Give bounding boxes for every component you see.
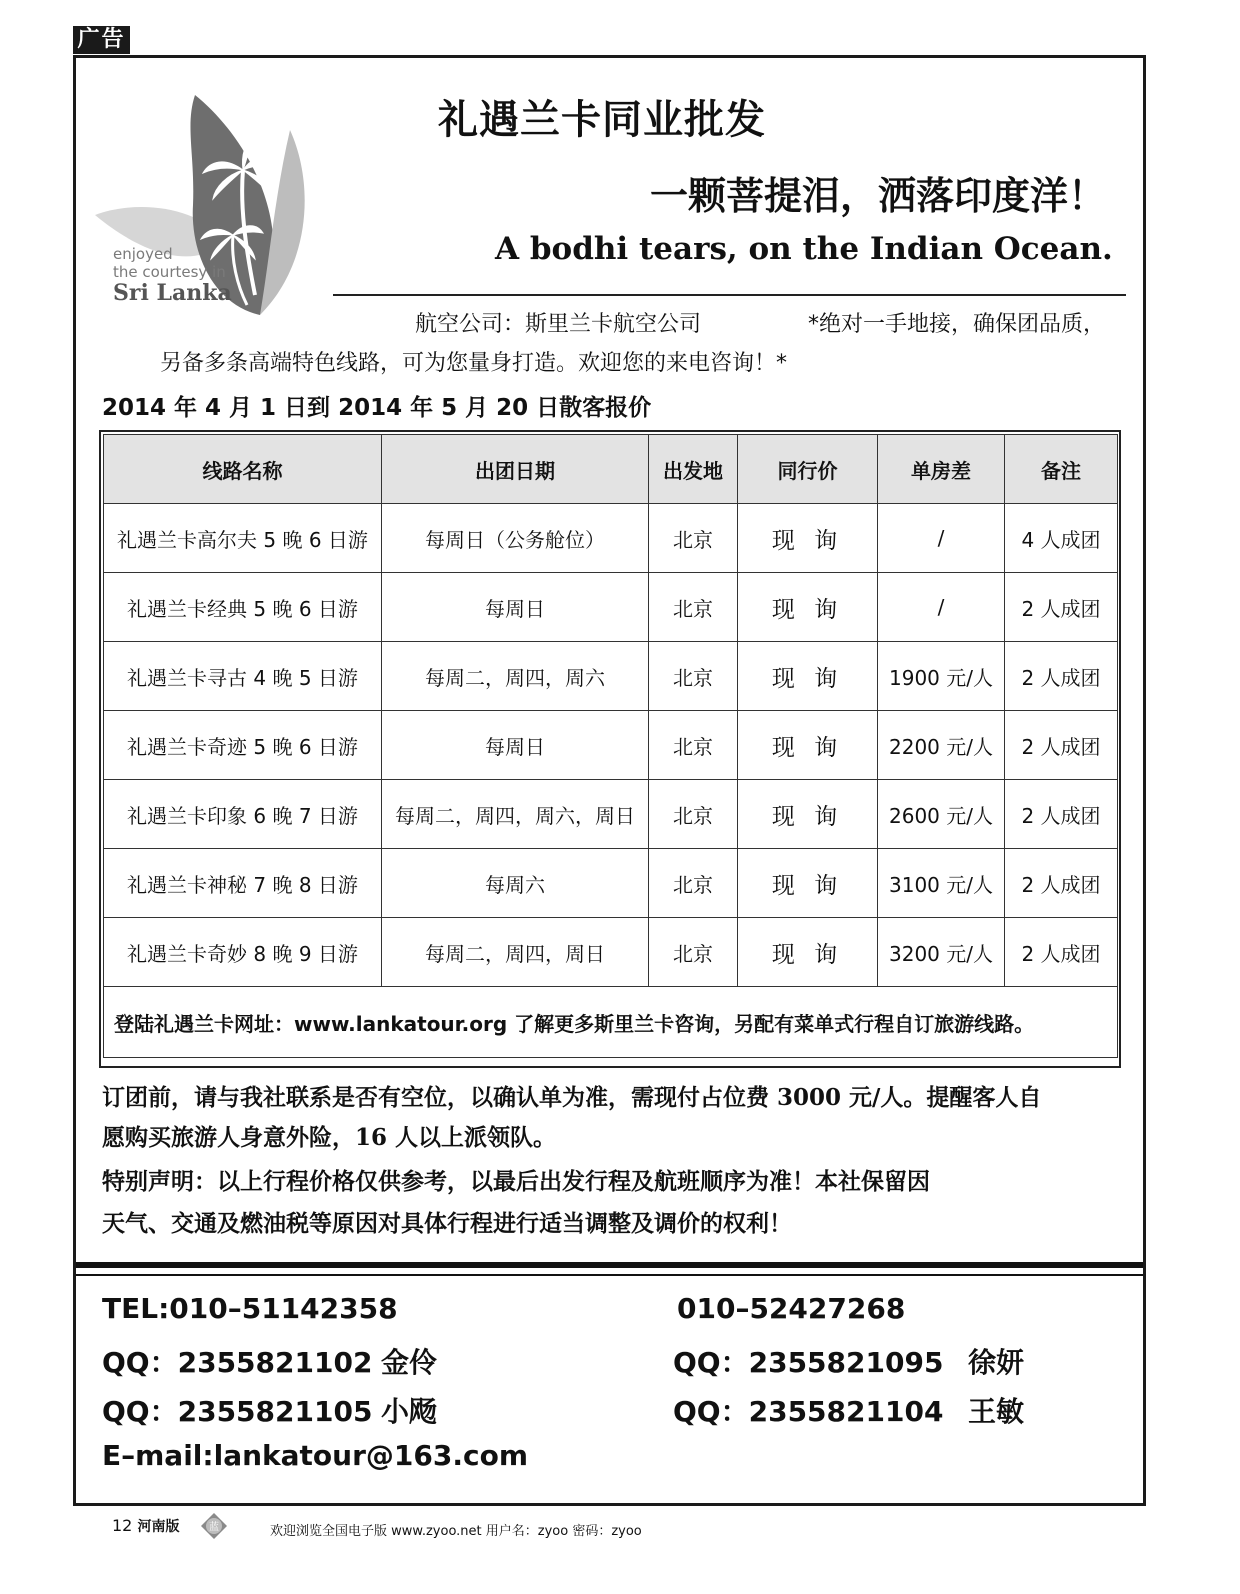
website-note: 登陆礼遇兰卡网址：www.lankatour.org 了解更多斯里兰卡咨询，另配有菜单式行程自订旅游线路。 <box>104 987 1118 1058</box>
origin: 北京 <box>649 918 738 987</box>
departure-date: 每周日 <box>382 711 649 780</box>
headline: 礼遇兰卡同业批发 <box>438 96 766 143</box>
header-price: 同行价 <box>738 435 878 504</box>
single-supplement: / <box>878 573 1005 642</box>
sri-lanka-logo <box>95 95 325 320</box>
price-period: 2014 年 4 月 1 日到 2014 年 5 月 20 日散客报价 <box>102 395 652 421</box>
trade-price: 现 询 <box>738 918 878 987</box>
departure-date: 每周二，周四，周六，周日 <box>382 780 649 849</box>
table-row <box>104 642 1118 711</box>
qq-1: QQ：2355821102 <box>102 1346 373 1379</box>
table-row <box>104 711 1118 780</box>
qq-4: QQ：2355821104 <box>673 1395 944 1428</box>
remark: 2 人成团 <box>1005 573 1118 642</box>
tel-secondary: 010–52427268 <box>677 1292 906 1325</box>
route-name: 礼遇兰卡经典 5 晚 6 日游 <box>104 573 382 642</box>
single-supplement: 1900 元/人 <box>878 642 1005 711</box>
trade-price: 现 询 <box>738 504 878 573</box>
table-row <box>104 849 1118 918</box>
badge-label: 蓝 <box>209 1522 219 1533</box>
page-number: 12 <box>112 1516 133 1535</box>
contact-name-3: 小飏 <box>381 1395 438 1428</box>
header-origin: 出发地 <box>649 435 738 504</box>
remark: 2 人成团 <box>1005 711 1118 780</box>
booking-notice-line2: 愿购买旅游人身意外险，16 人以上派领队。 <box>102 1124 557 1151</box>
trade-price: 现 询 <box>738 849 878 918</box>
origin: 北京 <box>649 573 738 642</box>
route-name: 礼遇兰卡印象 6 晚 7 日游 <box>104 780 382 849</box>
divider <box>333 294 1126 296</box>
price-table <box>103 434 1118 1058</box>
table-row <box>104 780 1118 849</box>
contact-name-4: 王敏 <box>968 1395 1025 1428</box>
slogan-chinese: 一颗菩提泪，洒落印度洋！ <box>650 173 1107 218</box>
origin: 北京 <box>649 642 738 711</box>
ad-tag: 广告 <box>73 26 130 54</box>
header-remark: 备注 <box>1005 435 1118 504</box>
origin: 北京 <box>649 849 738 918</box>
remark: 2 人成团 <box>1005 780 1118 849</box>
route-name: 礼遇兰卡神秘 7 晚 8 日游 <box>104 849 382 918</box>
trade-price: 现 询 <box>738 711 878 780</box>
qq-2: QQ：2355821095 <box>673 1346 944 1379</box>
trade-price: 现 询 <box>738 780 878 849</box>
disclaimer-line2: 天气、交通及燃油税等原因对具体行程进行适当调整及调价的权利！ <box>102 1210 792 1237</box>
origin: 北京 <box>649 780 738 849</box>
slogan-english: A bodhi tears, on the Indian Ocean. <box>495 231 1113 267</box>
remark: 2 人成团 <box>1005 849 1118 918</box>
departure-date: 每周六 <box>382 849 649 918</box>
route-name: 礼遇兰卡高尔夫 5 晚 6 日游 <box>104 504 382 573</box>
departure-date: 每周二，周四，周六 <box>382 642 649 711</box>
logo-text-enjoyed: enjoyed <box>113 245 173 263</box>
header-route: 线路名称 <box>104 435 382 504</box>
route-name: 礼遇兰卡奇妙 8 晚 9 日游 <box>104 918 382 987</box>
route-name: 礼遇兰卡奇迹 5 晚 6 日游 <box>104 711 382 780</box>
disclaimer-line1: 特别声明：以上行程价格仅供参考，以最后出发行程及航班顺序为准！本社保留因 <box>102 1168 930 1195</box>
table-footer-row <box>104 987 1118 1058</box>
departure-date: 每周日 <box>382 573 649 642</box>
site-info: 欢迎浏览全国电子版 www.zyoo.net 用户名：zyoo 密码：zyoo <box>270 1524 642 1539</box>
departure-date: 每周日（公务舱位） <box>382 504 649 573</box>
contact-name-1: 金伶 <box>381 1346 438 1379</box>
tel-primary: TEL:010–51142358 <box>102 1292 398 1325</box>
divider-thin <box>76 1274 1143 1276</box>
origin: 北京 <box>649 504 738 573</box>
edition-badge-icon <box>200 1512 228 1540</box>
logo-text-courtesy: the courtesy in <box>113 263 226 281</box>
divider-thick <box>76 1262 1143 1268</box>
airline-info: 航空公司：斯里兰卡航空公司 <box>415 312 702 337</box>
departure-date: 每周二，周四，周日 <box>382 918 649 987</box>
page-footer <box>112 1516 179 1536</box>
logo-text-sri-lanka: Sri Lanka <box>113 280 232 306</box>
table-row <box>104 573 1118 642</box>
table-row <box>104 504 1118 573</box>
trade-price: 现 询 <box>738 573 878 642</box>
origin: 北京 <box>649 711 738 780</box>
booking-notice-line1: 订团前，请与我社联系是否有空位，以确认单为准，需现付占位费 3000 元/人。提醒客人自 <box>102 1084 1042 1111</box>
header-single-room: 单房差 <box>878 435 1005 504</box>
single-supplement: 3200 元/人 <box>878 918 1005 987</box>
single-supplement: 2200 元/人 <box>878 711 1005 780</box>
qq-3: QQ：2355821105 <box>102 1395 373 1428</box>
contact-name-2: 徐妍 <box>968 1346 1025 1379</box>
custom-route-note: 另备多条高端特色线路，可为您量身打造。欢迎您的来电咨询！* <box>160 351 788 376</box>
table-header-row <box>104 435 1118 504</box>
single-supplement: 2600 元/人 <box>878 780 1005 849</box>
email: E–mail:lankatour@163.com <box>102 1439 528 1472</box>
quality-note: *绝对一手地接，确保团品质， <box>808 312 1106 337</box>
remark: 2 人成团 <box>1005 918 1118 987</box>
edition: 河南版 <box>137 1519 180 1535</box>
route-name: 礼遇兰卡寻古 4 晚 5 日游 <box>104 642 382 711</box>
trade-price: 现 询 <box>738 642 878 711</box>
single-supplement: 3100 元/人 <box>878 849 1005 918</box>
remark: 2 人成团 <box>1005 642 1118 711</box>
header-date: 出团日期 <box>382 435 649 504</box>
remark: 4 人成团 <box>1005 504 1118 573</box>
table-row <box>104 918 1118 987</box>
single-supplement: / <box>878 504 1005 573</box>
